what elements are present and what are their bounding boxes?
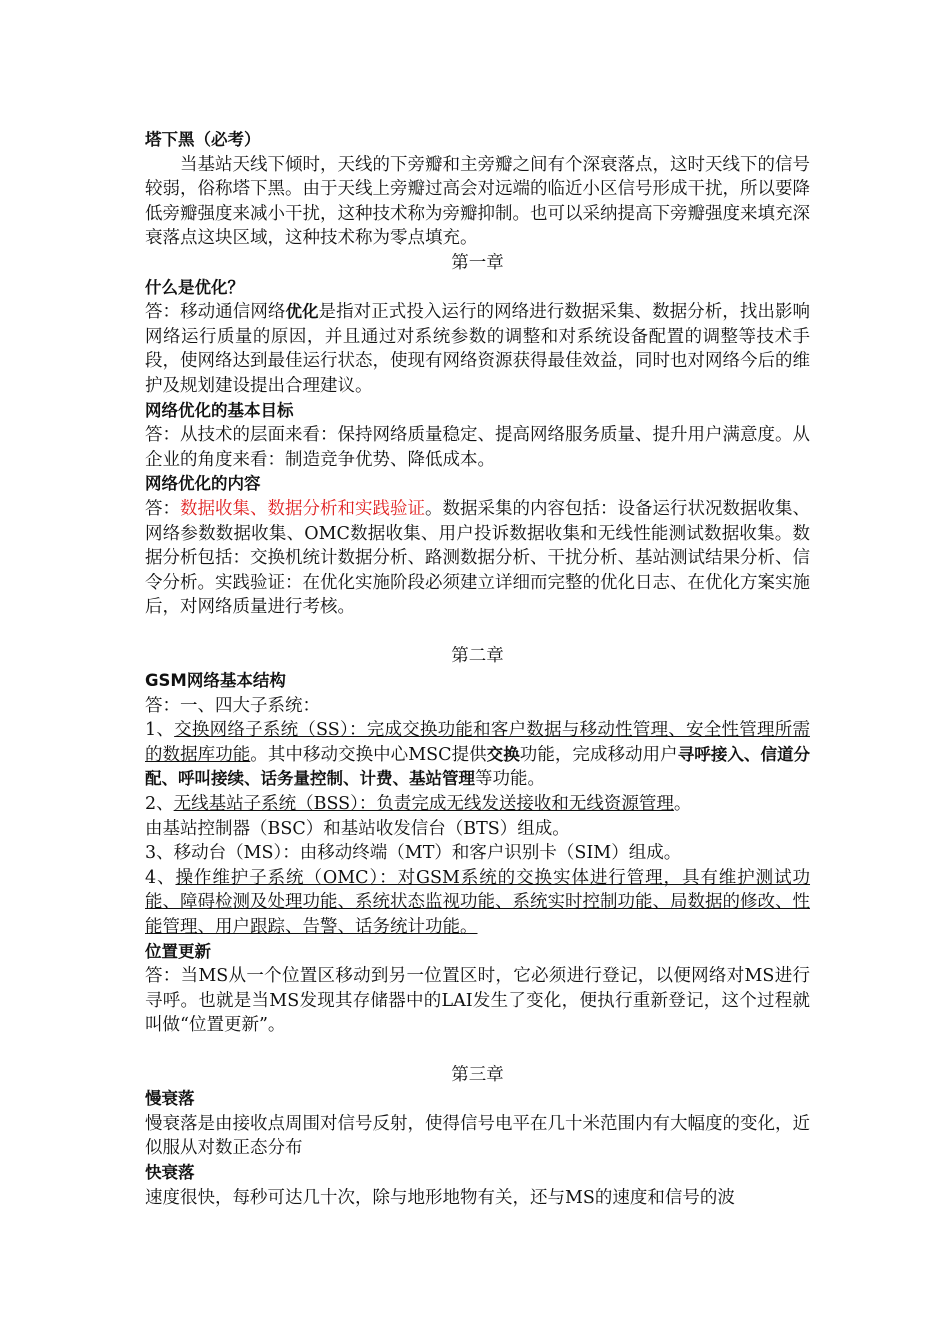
paragraph-tower-shadow: 当基站天线下倾时，天线的下旁瓣和主旁瓣之间有个深衰落点，这时天线下的信号较弱，俗称塔下黑。由于天线上旁瓣过高会对远端的临近小区信号形成干扰，所以要降低旁瓣强度来减小干扰，这种技术称为旁瓣抑制。也可以采纳提高下旁瓣强度来填充深衰落点这块区域，这种技术称为零点填充。 bbox=[145, 154, 810, 249]
gsm-item-bss: 2、无线基站子系统（BSS）：负责完成无线发送接收和无线资源管理。 bbox=[145, 794, 692, 815]
answer-optimization-content: 答：数据收集、数据分析和实践验证。数据采集的内容包括：设备运行状况数据收集、网络参数数据收集、OMC数据收集、用户投诉数据收集和无线性能测试数据收集。数据分析包括：交换机统计数据分析、路测数据分析、干扰分析、基站测试结果分析、信令分析。实践验证：在优化实施阶段必须建立详细而完整的优化日志、在优化方案实施后，对网络质量进行考核。 bbox=[145, 498, 810, 618]
answer-slow-fading: 慢衰落是由接收点周围对信号反射，使得信号电平在几十米范围内有大幅度的变化，近似服从对数正态分布 bbox=[145, 1113, 810, 1159]
gsm-item-omc: 4、操作维护子系统（OMC）：对GSM系统的交换实体进行管理，具有维护测试功能、障碍检测及处理功能、系统状态监视功能、系统实时控制功能、局数据的修改、性能管理、用户跟踪、告警、话务统计功能。 bbox=[145, 867, 811, 937]
red-highlight: 数据收集、数据分析和实践验证 bbox=[180, 498, 425, 519]
answer-what-is-optimization: 答：移动通信网络优化是指对正式投入运行的网络进行数据采集、数据分析，找出影响网络运行质量的原因，并且通过对系统参数的调整和对系统设备配置的调整等技术手段，使网络达到最佳运行状态，使现有网络资源获得最佳效益，同时也对网络今后的维护及规划建设提出合理建议。 bbox=[145, 302, 811, 396]
document-page bbox=[145, 128, 810, 1210]
answer-optimization-goals: 答：从技术的层面来看：保持网络质量稳定、提高网络服务质量、提升用户满意度。从企业的角度来看：制造竞争优势、降低成本。 bbox=[145, 425, 810, 470]
question-gsm-structure: GSM网络基本结构 bbox=[145, 671, 286, 691]
chapter-2-heading: 第二章 bbox=[451, 646, 504, 667]
question-fast-fading: 快衰落 bbox=[145, 1162, 195, 1182]
chapter-1-heading: 第一章 bbox=[451, 252, 504, 273]
question-what-is-optimization: 什么是优化？ bbox=[145, 277, 244, 297]
gsm-item-bss-sub: 由基站控制器（BSC）和基站收发信台（BTS）组成。 bbox=[145, 818, 570, 839]
gsm-item-ms: 3、移动台（MS）：由移动终端（MT）和客户识别卡（SIM）组成。 bbox=[145, 843, 682, 864]
question-optimization-content: 网络优化的内容 bbox=[145, 474, 261, 494]
answer-fast-fading: 速度很快，每秒可达几十次，除与地形地物有关，还与MS的速度和信号的波 bbox=[145, 1187, 735, 1208]
answer-gsm-intro: 答：一、四大子系统： bbox=[145, 695, 320, 716]
question-slow-fading: 慢衰落 bbox=[145, 1089, 195, 1109]
bold-optimization: 优化 bbox=[285, 302, 319, 322]
gsm-item-ss: 1、交换网络子系统（SS）：完成交换功能和客户数据与移动性管理、安全性管理所需的数据库功能。其中移动交换中心MSC提供交换功能，完成移动用户寻呼接入、信道分配、呼叫接续、话务量控制、计费、基站管理等功能。 bbox=[145, 720, 811, 790]
question-location-update: 位置更新 bbox=[145, 941, 211, 961]
question-optimization-goals: 网络优化的基本目标 bbox=[145, 400, 294, 420]
answer-location-update: 答：当MS从一个位置区移动到另一位置区时，它必须进行登记，以便网络对MS进行寻呼。也就是当MS发现其存储器中的LAI发生了变化，便执行重新登记，这个过程就叫做“位置更新”。 bbox=[145, 966, 810, 1036]
section-title-tower-shadow: 塔下黑（必考） bbox=[145, 130, 261, 149]
chapter-3-heading: 第三章 bbox=[451, 1064, 504, 1085]
